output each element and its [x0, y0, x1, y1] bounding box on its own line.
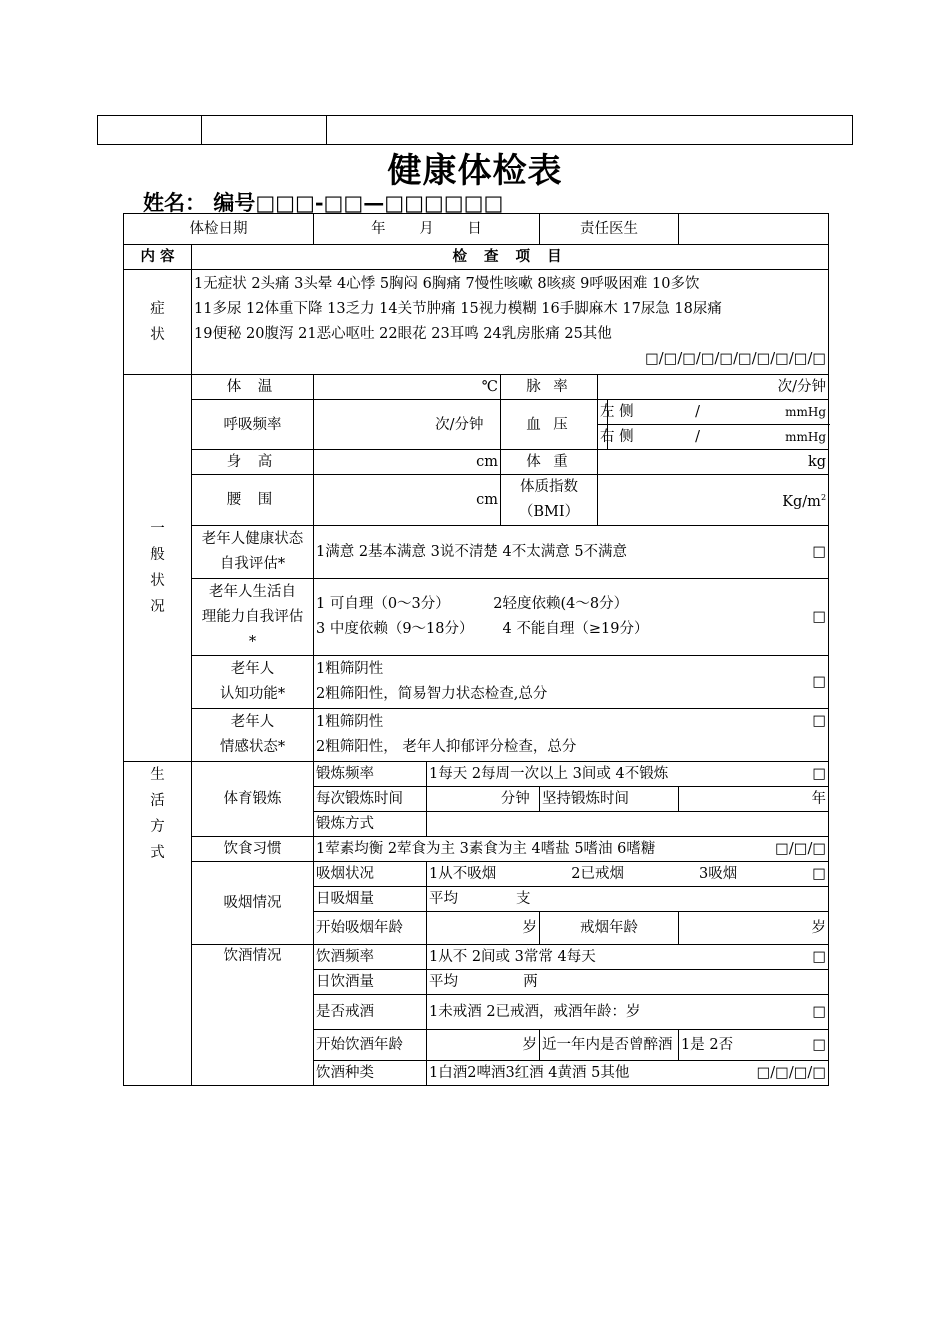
- number-label: 编号: [213, 190, 256, 215]
- height-field[interactable]: cm: [314, 450, 501, 475]
- bp-left-label: 左 侧: [598, 400, 608, 425]
- bmi-label: 体质指数 （BMI）: [501, 475, 598, 526]
- ex-way-field[interactable]: [427, 812, 829, 837]
- drunk-field[interactable]: 1是 2否 □: [679, 1030, 829, 1061]
- symptoms-label: 症状: [124, 270, 192, 375]
- life-self-label: 老年人生活自 理能力自我评估 *: [192, 579, 314, 656]
- quit-drink-field[interactable]: 1未戒酒 2已戒酒，戒酒年龄：岁 □: [427, 995, 829, 1030]
- start-drink-label: 开始饮酒年龄: [314, 1030, 427, 1061]
- bmi-field[interactable]: $Kg/m^2$: [598, 475, 829, 526]
- daily-smoke-label: 日吸烟量: [314, 887, 427, 912]
- resp-label: 呼吸频率: [192, 400, 314, 450]
- number-boxes[interactable]: □□□-□□—□□□□□□: [255, 190, 504, 215]
- daily-drink-field[interactable]: 平均 两: [427, 970, 829, 995]
- drunk-label: 近一年内是否曾醉酒: [540, 1030, 679, 1061]
- temp-field[interactable]: ℃: [314, 375, 501, 400]
- exam-date-field[interactable]: 年 月 日: [314, 214, 540, 245]
- header-bar: [97, 115, 853, 145]
- drink-label: 饮酒情况: [192, 945, 314, 1086]
- weight-label: 体 重: [501, 450, 598, 475]
- exercise-label: 体育锻炼: [192, 762, 314, 837]
- drink-freq-label: 饮酒频率: [314, 945, 427, 970]
- bp-right-field[interactable]: / mmHg: [608, 425, 829, 450]
- cognitive-label: 老年人 认知功能*: [192, 656, 314, 709]
- start-smoke-field[interactable]: 岁: [427, 912, 540, 945]
- doctor-label: 责任医生: [540, 214, 679, 245]
- persist-label: 坚持锻炼时间: [540, 787, 679, 812]
- ex-time-field[interactable]: 分钟: [427, 787, 540, 812]
- start-smoke-label: 开始吸烟年龄: [314, 912, 427, 945]
- name-label: 姓名：: [143, 190, 206, 215]
- drink-freq-field[interactable]: 1从不 2间或 3常常 4每天 □: [427, 945, 829, 970]
- emotion-field[interactable]: 1粗筛阴性 2粗筛阳性， 老年人抑郁评分检查，总分 □: [314, 709, 829, 762]
- resp-field[interactable]: 次/分钟: [314, 400, 501, 450]
- page-title: 健康体检表: [387, 151, 563, 191]
- health-self-field[interactable]: 1满意 2基本满意 3说不清楚 4不太满意 5不满意 □: [314, 526, 829, 579]
- ex-freq-label: 锻炼频率: [314, 762, 427, 787]
- weight-field[interactable]: kg: [598, 450, 829, 475]
- smoke-status-field[interactable]: 1从不吸烟 2已戒烟 3吸烟 □: [427, 862, 829, 887]
- temp-label: 体 温: [192, 375, 314, 400]
- general-label: 一般状况: [124, 375, 192, 762]
- symptoms-options: 1无症状 2头痛 3头晕 4心悸 5胸闷 6胸痛 7慢性咳嗽 8咳痰 9呼吸困难 10多饮 11多尿 12体重下降 13乏力 14关节肿痛 15视力模糊 16手脚麻木 17尿急 18尿痛 19便秘 20腹泻 21恶心呕吐 22眼花 23耳鸣 24乳房胀痛 25其他 □/□/□/□/□/□/□/□/□/□: [192, 270, 829, 375]
- diet-field[interactable]: 1荤素均衡 2荤食为主 3素食为主 4嗜盐 5嗜油 6嗜糖 □/□/□: [314, 837, 829, 862]
- bp-label: 血 压: [501, 400, 598, 450]
- items-header: 检 查 项 目: [192, 245, 829, 270]
- bp-left-field[interactable]: / mmHg: [608, 400, 829, 425]
- diet-label: 饮食习惯: [192, 837, 314, 862]
- ex-way-label: 锻炼方式: [314, 812, 427, 837]
- pulse-label: 脉 率: [501, 375, 598, 400]
- health-self-label: 老年人健康状态 自我评估*: [192, 526, 314, 579]
- header-cell[interactable]: [327, 116, 853, 145]
- persist-field[interactable]: 年: [679, 787, 829, 812]
- pulse-field[interactable]: 次/分钟: [598, 375, 829, 400]
- bp-right-label: 右 侧: [598, 425, 608, 450]
- start-drink-field[interactable]: 岁: [427, 1030, 540, 1061]
- quit-smoke-label: 戒烟年龄: [540, 912, 679, 945]
- smoke-label: 吸烟情况: [192, 862, 314, 945]
- exam-date-label: 体检日期: [124, 214, 314, 245]
- symptoms-boxes[interactable]: □/□/□/□/□/□/□/□/□/□: [645, 351, 827, 367]
- daily-drink-label: 日饮酒量: [314, 970, 427, 995]
- quit-drink-label: 是否戒酒: [314, 995, 427, 1030]
- header-cell[interactable]: [98, 116, 202, 145]
- smoke-status-label: 吸烟状况: [314, 862, 427, 887]
- ex-time-label: 每次锻炼时间: [314, 787, 427, 812]
- header-cell[interactable]: [202, 116, 327, 145]
- daily-smoke-field[interactable]: 平均 支: [427, 887, 829, 912]
- content-header: 内 容: [124, 245, 192, 270]
- life-self-field[interactable]: 1 可自理（0～3分） 2轻度依赖(4～8分） 3 中度依赖（9～18分） 4 不能自理（≥19分） □: [314, 579, 829, 656]
- quit-smoke-field[interactable]: 岁: [679, 912, 829, 945]
- drink-type-label: 饮酒种类: [314, 1061, 427, 1086]
- cognitive-field[interactable]: 1粗筛阴性 2粗筛阳性，简易智力状态检查,总分 □: [314, 656, 829, 709]
- waist-field[interactable]: cm: [314, 475, 501, 526]
- lifestyle-label: 生活方式: [124, 762, 192, 1086]
- doctor-field[interactable]: [679, 214, 829, 245]
- height-label: 身 高: [192, 450, 314, 475]
- waist-label: 腰 围: [192, 475, 314, 526]
- emotion-label: 老年人 情感状态*: [192, 709, 314, 762]
- ex-freq-field[interactable]: 1每天 2每周一次以上 3间或 4不锻炼 □: [427, 762, 829, 787]
- health-exam-table: [123, 213, 829, 1086]
- drink-type-field[interactable]: 1白酒2啤酒3红酒 4黄酒 5其他 □/□/□/□: [427, 1061, 829, 1086]
